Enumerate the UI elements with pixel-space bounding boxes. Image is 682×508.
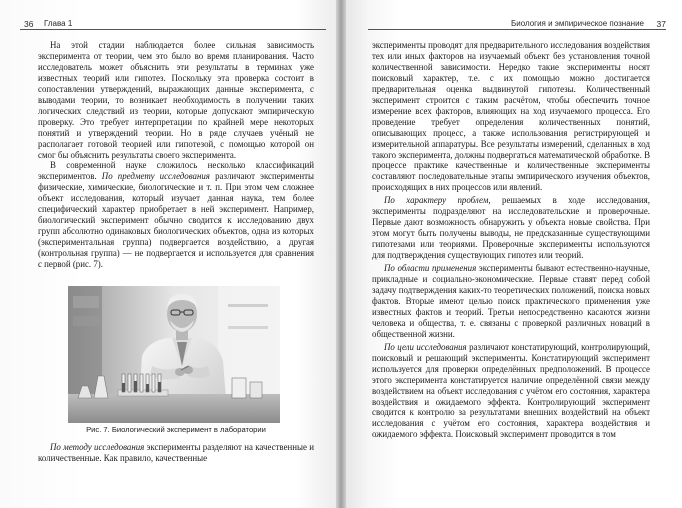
left-body-text [38,40,314,270]
lab-experiment-photo [68,286,280,423]
left-page [0,0,336,508]
paragraph: По характеру проблем, решаемых в ходе исследования, эксперименты подразделяют на исследовательские и проверочные. Первые дают возможность обнаружить у объекта новые свойства. При этом могут быть получены выводы, не предсказанные существующими гипотезами или теориями. Проверочные эксперименты используются для подтверждения существующих гипотез или теорий. [372,195,650,261]
right-running-header [368,16,666,36]
chapter-label: Глава 1 [44,19,73,28]
book-gutter [336,0,346,508]
figure-caption: Рис. 7. Биологический эксперимент в лаборатории [86,425,266,434]
left-page-number: 36 [24,19,34,29]
photo-illustration [68,286,280,423]
header-rule [368,29,666,30]
paragraph: В современной науке сложилось несколько классификаций экспериментов. По предмету исследования различают эксперименты физические, химические, биологические и т. п. При этом чем сложнее объект исследования, который изучает данная наука, тем более специфический характер приобретает в ней эксперимент. Например, биологический эксперимент обычно сводится к исследованию двух групп абсолютно одинаковых биологических объектов, одна из которых (экспериментальная группа) подвергается воздействию, а другая (контрольная группа) — не подвергается и используется для сравнения с первой (рис. 7). [38,160,314,270]
paragraph: По цели исследования различают констатирующий, контролирующий, поисковый и решающий эксперименты. Констатирующий эксперимент используется для проверки определённых предположений. В процессе этого эксперимента констатируется наличие определённой связи между воздействием на объект исследования с учётом его состояния, характера воздействия и ожидаемого эффекта. Контролирующий эксперимент сводится к контролю за результатами внешних воздействий на объект исследования с учётом его состояния, характера воздействия и ожидаемого эффекта. Поисковый эксперимент проводится в том [372,341,651,440]
left-running-header [20,16,326,36]
left-body-text-bottom [38,442,314,464]
paragraph: По области применения эксперименты бывают естественно-научные, прикладные и социально-экономические. Первые ставят перед собой задачу подтверждения каких-то теоретических положений, поиска новых фактов. Вторые имеют целью поиск практического применения уже известных фактов и теорий. Третьи непосредственно касаются жизни человека и общества, т. е. связаны с проверкой различных новаций в общественной жизни. [372,263,650,339]
running-title: Биология и эмпирическое познание [510,19,644,28]
right-page-number: 37 [656,19,666,29]
paragraph: эксперименты проводят для предварительного исследования воздействия тех или иных факторов на изучаемый объект без установления точной количественной зависимости. Нередко такие эксперименты носят поисковый характер, т.е. с их помощью можно достигается предварительная оценка выдвинутой гипотезы. Количественный эксперимент строится с таким расчётом, чтобы обеспечить точное измерение всех факторов, влияющих на ход изучаемого процесса. Его проведение требует определения количественных понятий, описывающих процесс, а также использования регистрирующей и измерительной аппаратуры. Все результаты измерений, сделанных в ход такого эксперимента, должны подвергаться математической обработке. В процессе практике качественные и количественные эксперименты составляют последовательные этапы эмпирического изучения объектов, происходящих в них процессов или явлений. [372,40,650,193]
right-body-text [372,40,650,440]
header-rule [20,29,326,30]
paragraph: На этой стадии наблюдается более сильная зависимость эксперимента от теории, чем это было во время планирования. Часто исследователь может объяснить эти результаты в терминах уже известных теорий или гипотез. Поскольку эта проверка состоит в сопоставлении утверждений, выражающих данные эксперимента, с выводами теории, то возникает необходимость в получении таких логических следствий из теории, которые допускают эмпирическую проверку. Это требует интерпретации по крайней мере некоторых понятий и утверждений теории. Но в ряде случаев учёный не располагает готовой теорией или гипотезой, с помощью которой он смог бы объяснить результаты своего эксперимента. [38,40,314,160]
paragraph: По методу исследования эксперименты разделяют на качественные и количественные. Как правило, качественные [38,442,314,463]
right-page [346,0,682,508]
